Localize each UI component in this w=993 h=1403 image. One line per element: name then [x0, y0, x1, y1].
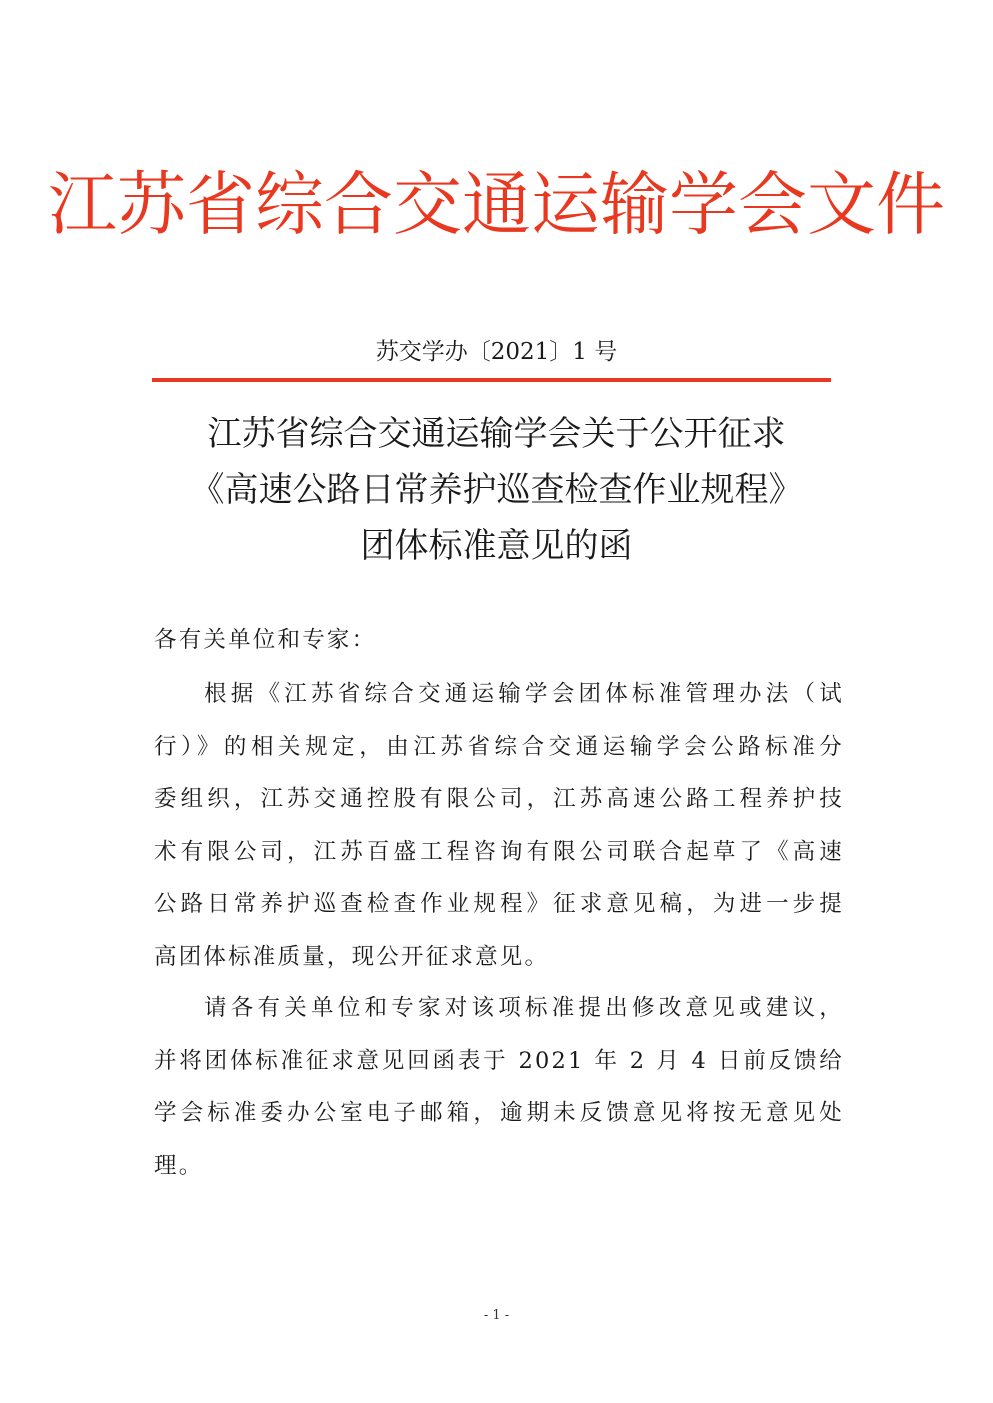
subject-line-3: 团体标准意见的函: [360, 526, 633, 566]
document-header-title: 江苏省综合交通运输学会文件: [48, 165, 945, 245]
paragraph-line: 并将团体标准征求意见回函表于 2021 年 2 月 4 日前反馈给: [154, 1047, 844, 1074]
paragraph-line: 行）》的相关规定，由江苏省综合交通运输学会公路标准分: [154, 733, 844, 760]
red-separator-line: [152, 378, 831, 382]
paragraph-line: 委组织，江苏交通控股有限公司，江苏高速公路工程养护技: [154, 786, 844, 812]
salutation: 各有关单位和专家：: [154, 627, 377, 653]
paragraph-line: 请各有关单位和专家对该项标准提出修改意见或建议，: [204, 995, 844, 1021]
page-number: - 1 -: [483, 1308, 510, 1323]
subject-line-2: 《高速公路日常养护巡查检查作业规程》: [190, 470, 803, 510]
paragraph-line: 学会标准委办公室电子邮箱，逾期未反馈意见将按无意见处: [154, 1100, 844, 1126]
paragraph-line: 高团体标准质量，现公开征求意见。: [154, 943, 550, 970]
body-paragraph-1: [154, 668, 844, 983]
subject-line-1: 江苏省综合交通运输学会关于公开征求: [207, 414, 786, 454]
letter-subject: [0, 406, 993, 574]
paragraph-line: 公路日常养护巡查检查作业规程》征求意见稿，为进一步提: [154, 891, 844, 917]
paragraph-line: 根据《江苏省综合交通运输学会团体标准管理办法（试: [204, 681, 844, 707]
document-number: 苏交学办〔2021〕1 号: [375, 339, 618, 365]
paragraph-line: 术有限公司，江苏百盛工程咨询有限公司联合起草了《高速: [154, 838, 844, 865]
paragraph-line: 理。: [154, 1152, 204, 1179]
body-paragraph-2: [154, 982, 844, 1192]
